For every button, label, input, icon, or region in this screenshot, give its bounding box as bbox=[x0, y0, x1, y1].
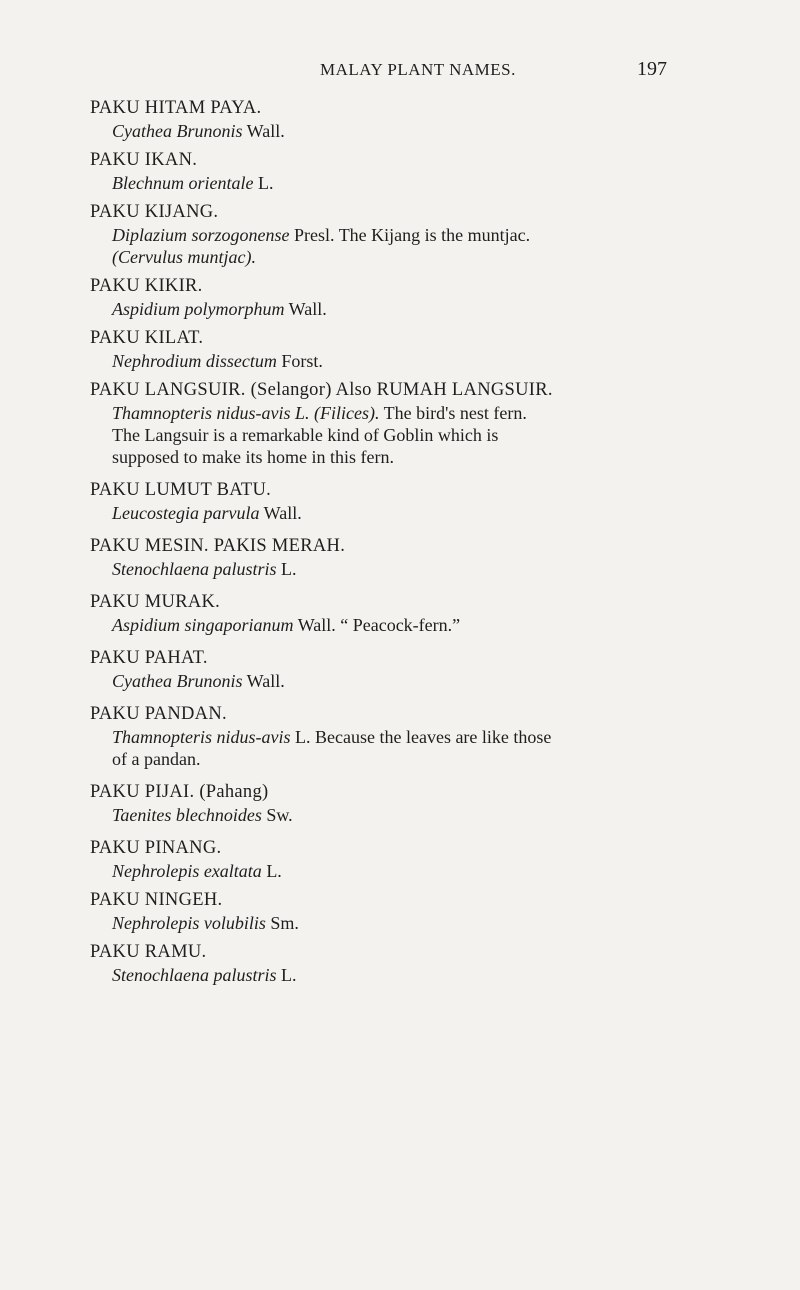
entry-line bbox=[0, 120, 800, 142]
entry-line bbox=[0, 804, 800, 826]
entry-note: L. Because the leaves are like those bbox=[290, 727, 552, 747]
scientific-name: Cyathea Brunonis bbox=[112, 121, 243, 141]
entry-note: L. bbox=[276, 559, 297, 579]
entry-line bbox=[0, 558, 800, 580]
entry-line bbox=[0, 446, 800, 468]
entry-headword: PAKU PINANG. bbox=[90, 838, 222, 858]
entry bbox=[0, 534, 800, 580]
entry bbox=[0, 478, 800, 524]
entry-line bbox=[0, 246, 800, 268]
scientific-name: Stenochlaena palustris bbox=[112, 965, 277, 985]
entry-line bbox=[0, 402, 800, 424]
page-number: 197 bbox=[637, 58, 667, 80]
entry-note: Presl. The Kijang is the muntjac. bbox=[289, 225, 531, 245]
entry-note: The bird's nest fern. bbox=[379, 403, 527, 423]
entry-headword: PAKU KIJANG. bbox=[90, 202, 219, 222]
entry-headword: PAKU KIKIR. bbox=[90, 276, 203, 296]
entry-headword: PAKU IKAN. bbox=[90, 150, 198, 170]
entry-note: Wall. bbox=[259, 503, 302, 523]
entry-headword: PAKU KILAT. bbox=[90, 328, 204, 348]
entry bbox=[0, 274, 800, 320]
entry-line bbox=[0, 350, 800, 372]
scientific-name: Thamnopteris nidus-avis L. (Filices). bbox=[112, 403, 380, 423]
entry-line bbox=[0, 912, 800, 934]
entry-note: L. bbox=[261, 861, 282, 881]
entry-note: L. bbox=[276, 965, 297, 985]
entry bbox=[0, 326, 800, 372]
entry bbox=[0, 378, 800, 468]
entry-line bbox=[0, 424, 800, 446]
entry-list bbox=[0, 96, 800, 986]
entry bbox=[0, 148, 800, 194]
entry-headword: PAKU LUMUT BATU. bbox=[90, 480, 272, 500]
scientific-name: Cyathea Brunonis bbox=[112, 671, 243, 691]
scientific-name: Nephrolepis volubilis bbox=[112, 913, 266, 933]
entry bbox=[0, 646, 800, 692]
scientific-name: Taenites blechnoides bbox=[112, 805, 262, 825]
entry bbox=[0, 590, 800, 636]
scientific-name: Diplazium sorzogonense bbox=[112, 225, 290, 245]
scientific-name: Aspidium polymorphum bbox=[112, 299, 285, 319]
entry-headword: PAKU HITAM PAYA. bbox=[90, 98, 262, 118]
entry-line bbox=[0, 172, 800, 194]
entry-line bbox=[0, 502, 800, 524]
running-head: MALAY PLANT NAMES. bbox=[320, 60, 516, 79]
scientific-name: Nephrolepis exaltata bbox=[112, 861, 262, 881]
scientific-name: Stenochlaena palustris bbox=[112, 559, 277, 579]
entry bbox=[0, 96, 800, 142]
entry-line bbox=[0, 224, 800, 246]
entry-line bbox=[0, 726, 800, 748]
entry-note: Wall. “ Peacock-fern.” bbox=[293, 615, 461, 635]
entry-note: supposed to make its home in this fern. bbox=[112, 447, 394, 467]
entry-note: Sw. bbox=[261, 805, 293, 825]
entry-headword: PAKU PIJAI. (Pahang) bbox=[90, 782, 269, 802]
entry-note: Wall. bbox=[242, 671, 285, 691]
entry-note: of a pandan. bbox=[112, 749, 201, 769]
entry-line bbox=[0, 860, 800, 882]
entry-note: Forst. bbox=[276, 351, 323, 371]
scientific-name: (Cervulus muntjac). bbox=[112, 247, 256, 267]
entry-headword: PAKU MESIN. PAKIS MERAH. bbox=[90, 536, 346, 556]
entry bbox=[0, 888, 800, 934]
entry-note: Sm. bbox=[265, 913, 299, 933]
scientific-name: Leucostegia parvula bbox=[112, 503, 260, 523]
entry-note: Wall. bbox=[242, 121, 285, 141]
entry-headword: PAKU LANGSUIR. (Selangor) Also RUMAH LANGSUIR. bbox=[90, 380, 553, 400]
entry bbox=[0, 940, 800, 986]
scientific-name: Nephrodium dissectum bbox=[112, 351, 277, 371]
entry-headword: PAKU PANDAN. bbox=[90, 704, 227, 724]
entry-line bbox=[0, 748, 800, 770]
entry-headword: PAKU PAHAT. bbox=[90, 648, 208, 668]
scientific-name: Aspidium singaporianum bbox=[112, 615, 294, 635]
entry bbox=[0, 702, 800, 770]
scientific-name: Thamnopteris nidus-avis bbox=[112, 727, 291, 747]
entry-line bbox=[0, 298, 800, 320]
entry-line bbox=[0, 670, 800, 692]
entry-headword: PAKU NINGEH. bbox=[90, 890, 223, 910]
entry-line bbox=[0, 964, 800, 986]
entry-note: The Langsuir is a remarkable kind of Goblin which is bbox=[112, 425, 499, 445]
entry-headword: PAKU MURAK. bbox=[90, 592, 221, 612]
entry-headword: PAKU RAMU. bbox=[90, 942, 207, 962]
entry-note: L. bbox=[253, 173, 274, 193]
entry-note: Wall. bbox=[284, 299, 327, 319]
scientific-name: Blechnum orientale bbox=[112, 173, 254, 193]
entry bbox=[0, 780, 800, 826]
entry bbox=[0, 200, 800, 268]
entry-line bbox=[0, 614, 800, 636]
entry bbox=[0, 836, 800, 882]
